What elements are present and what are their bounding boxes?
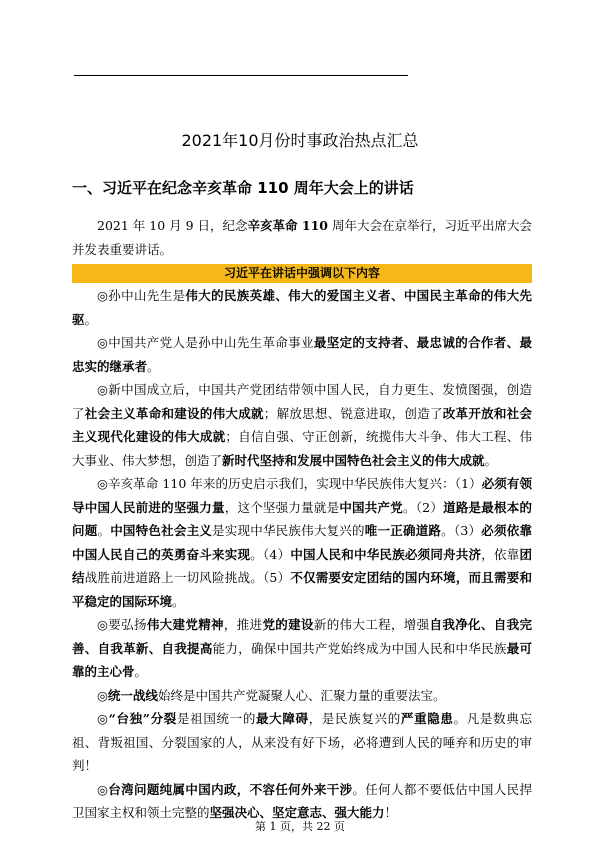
body-text: 。 xyxy=(147,358,160,374)
key-point-paragraph xyxy=(72,707,532,778)
body-text: 。 xyxy=(484,452,498,468)
body-text: ，是民族复兴的 xyxy=(308,711,401,726)
body-text: ◎新中国成立后，中国共产党团结带领中国人民，自力更生、发愤图强，创造了 xyxy=(72,382,532,421)
body-text: 。 xyxy=(97,523,111,538)
body-text: 。（3） xyxy=(441,523,482,538)
key-point-paragraph xyxy=(72,331,532,378)
key-point-paragraph xyxy=(72,378,532,472)
emphasis-text: 中国特色社会主义 xyxy=(110,523,213,538)
body-text: ◎ xyxy=(97,711,109,726)
key-points-list xyxy=(72,284,532,825)
key-point-paragraph xyxy=(72,472,532,613)
body-text: ，这个坚强力量就是 xyxy=(224,499,340,515)
highlight-box-title: 习近平在讲话中强调以下内容 xyxy=(72,264,532,283)
key-point-paragraph xyxy=(72,613,532,684)
body-text: 新的伟大工程，增强 xyxy=(313,617,430,632)
emphasis-text: “台独”分裂 xyxy=(108,711,177,726)
emphasis-text: 中国人民和中华民族必须同舟共济 xyxy=(290,546,482,562)
body-text: 。（2） xyxy=(402,499,444,515)
key-point-paragraph xyxy=(72,284,532,331)
body-text: 。任何人都不要低估中国人民捍卫国家主权和领土完整的 xyxy=(72,781,532,820)
body-text: 是实现中华民族伟大复兴的 xyxy=(212,523,365,538)
body-text: 。 xyxy=(84,311,98,327)
body-text: ◎辛亥革命 110 年来的历史启示我们，实现中华民族伟大复兴：（1） xyxy=(97,476,482,491)
emphasis-text: 唯一正确道路 xyxy=(364,523,442,538)
emphasis-text: 最坚定的支持者、最忠诚的合作者、最忠实的继承者 xyxy=(72,335,532,374)
emphasis-text: 中国共产党 xyxy=(339,499,403,515)
emphasis-text: 伟大的民族英雄、伟大的爱国主义者、中国民主革命的伟大先驱 xyxy=(72,288,532,327)
emphasis-text: 自我净化、自我完善、自我革新、自我提高 xyxy=(72,617,532,656)
header-rule xyxy=(74,75,408,76)
key-point-paragraph xyxy=(72,684,532,708)
body-text: ◎要弘扬 xyxy=(97,617,147,632)
emphasis-text: 辛亥革命 110 xyxy=(247,218,328,233)
body-text: 。 xyxy=(134,664,148,679)
section-heading: 一、习近平在纪念辛亥革命 110 周年大会上的讲话 xyxy=(72,179,414,197)
body-text: 始终是中国共产党凝聚人心、汇聚力量的重要法宝。 xyxy=(157,687,446,703)
emphasis-text: 最大障碍 xyxy=(256,711,309,726)
emphasis-text: 社会主义革命和建设的伟大成就 xyxy=(84,405,264,421)
document-title: 2021年10月份时事政治热点汇总 xyxy=(181,131,419,150)
emphasis-text: 团结 xyxy=(72,546,532,585)
body-text: 战胜前进道路上一切风险挑战。（5） xyxy=(84,570,291,585)
emphasis-text: 新时代坚持和发展中国特色社会主义的伟大成就 xyxy=(222,452,485,468)
body-text: 。（4） xyxy=(250,546,291,562)
body-text: 能力，确保中国共产党始终成为中国人民和中华民族 xyxy=(212,640,507,656)
emphasis-text: 改革开放和社会主义现代化建设的伟大成就 xyxy=(72,405,532,444)
body-text: ◎ xyxy=(97,687,108,703)
page-footer: 第 1 页，共 22 页 xyxy=(255,820,345,833)
intro-paragraph xyxy=(72,214,532,261)
body-text: ◎ xyxy=(97,781,109,797)
body-text: 。 xyxy=(172,593,185,609)
emphasis-text: 伟大建党精神 xyxy=(146,617,224,632)
emphasis-text: 必须依靠中国人民自己的英勇奋斗来实现 xyxy=(72,523,532,562)
body-text: ，推进 xyxy=(223,617,263,632)
emphasis-text: 不仅需要安定团结的国内环境，而且需要和平稳定的国际环境 xyxy=(72,570,532,609)
body-text: ◎孙中山先生是 xyxy=(97,288,186,303)
body-text: ◎中国共产党人是孙中山先生革命事业 xyxy=(97,335,314,350)
body-text: ；自信自强、守正创新，统揽伟大斗争、伟大工程、伟大事业、伟大梦想，创造了 xyxy=(72,429,532,468)
emphasis-text: 道路是最根本的问题 xyxy=(72,499,532,538)
section-body xyxy=(72,214,532,825)
body-text: ；解放思想、锐意进取，创造了 xyxy=(263,405,443,421)
body-text: 2021 年 10 月 9 日，纪念 xyxy=(97,218,248,233)
emphasis-text: 最可靠的主心骨 xyxy=(72,640,532,679)
body-text: 周年大会在京举行，习近平出席大会并发表重要讲话。 xyxy=(72,218,532,257)
body-text: 是祖国统一的 xyxy=(176,711,257,726)
emphasis-text: 严重隐患 xyxy=(400,711,454,726)
emphasis-text: 统一战线 xyxy=(107,687,158,703)
emphasis-text: 台湾问题纯属中国内政，不容任何外来干涉 xyxy=(108,781,353,797)
emphasis-text: 坚强决心、坚定意志、强大能力 xyxy=(209,805,385,820)
body-text: ！ xyxy=(384,805,398,820)
emphasis-text: 必须有领导中国人民前进的坚强力量 xyxy=(72,476,532,515)
body-text: ，依靠 xyxy=(481,546,520,562)
body-text: 。凡是数典忘祖、背叛祖国、分裂国家的人，从来没有好下场，必将遭到人民的唾弃和历史的审判！ xyxy=(72,711,532,773)
emphasis-text: 党的建设 xyxy=(262,617,314,632)
